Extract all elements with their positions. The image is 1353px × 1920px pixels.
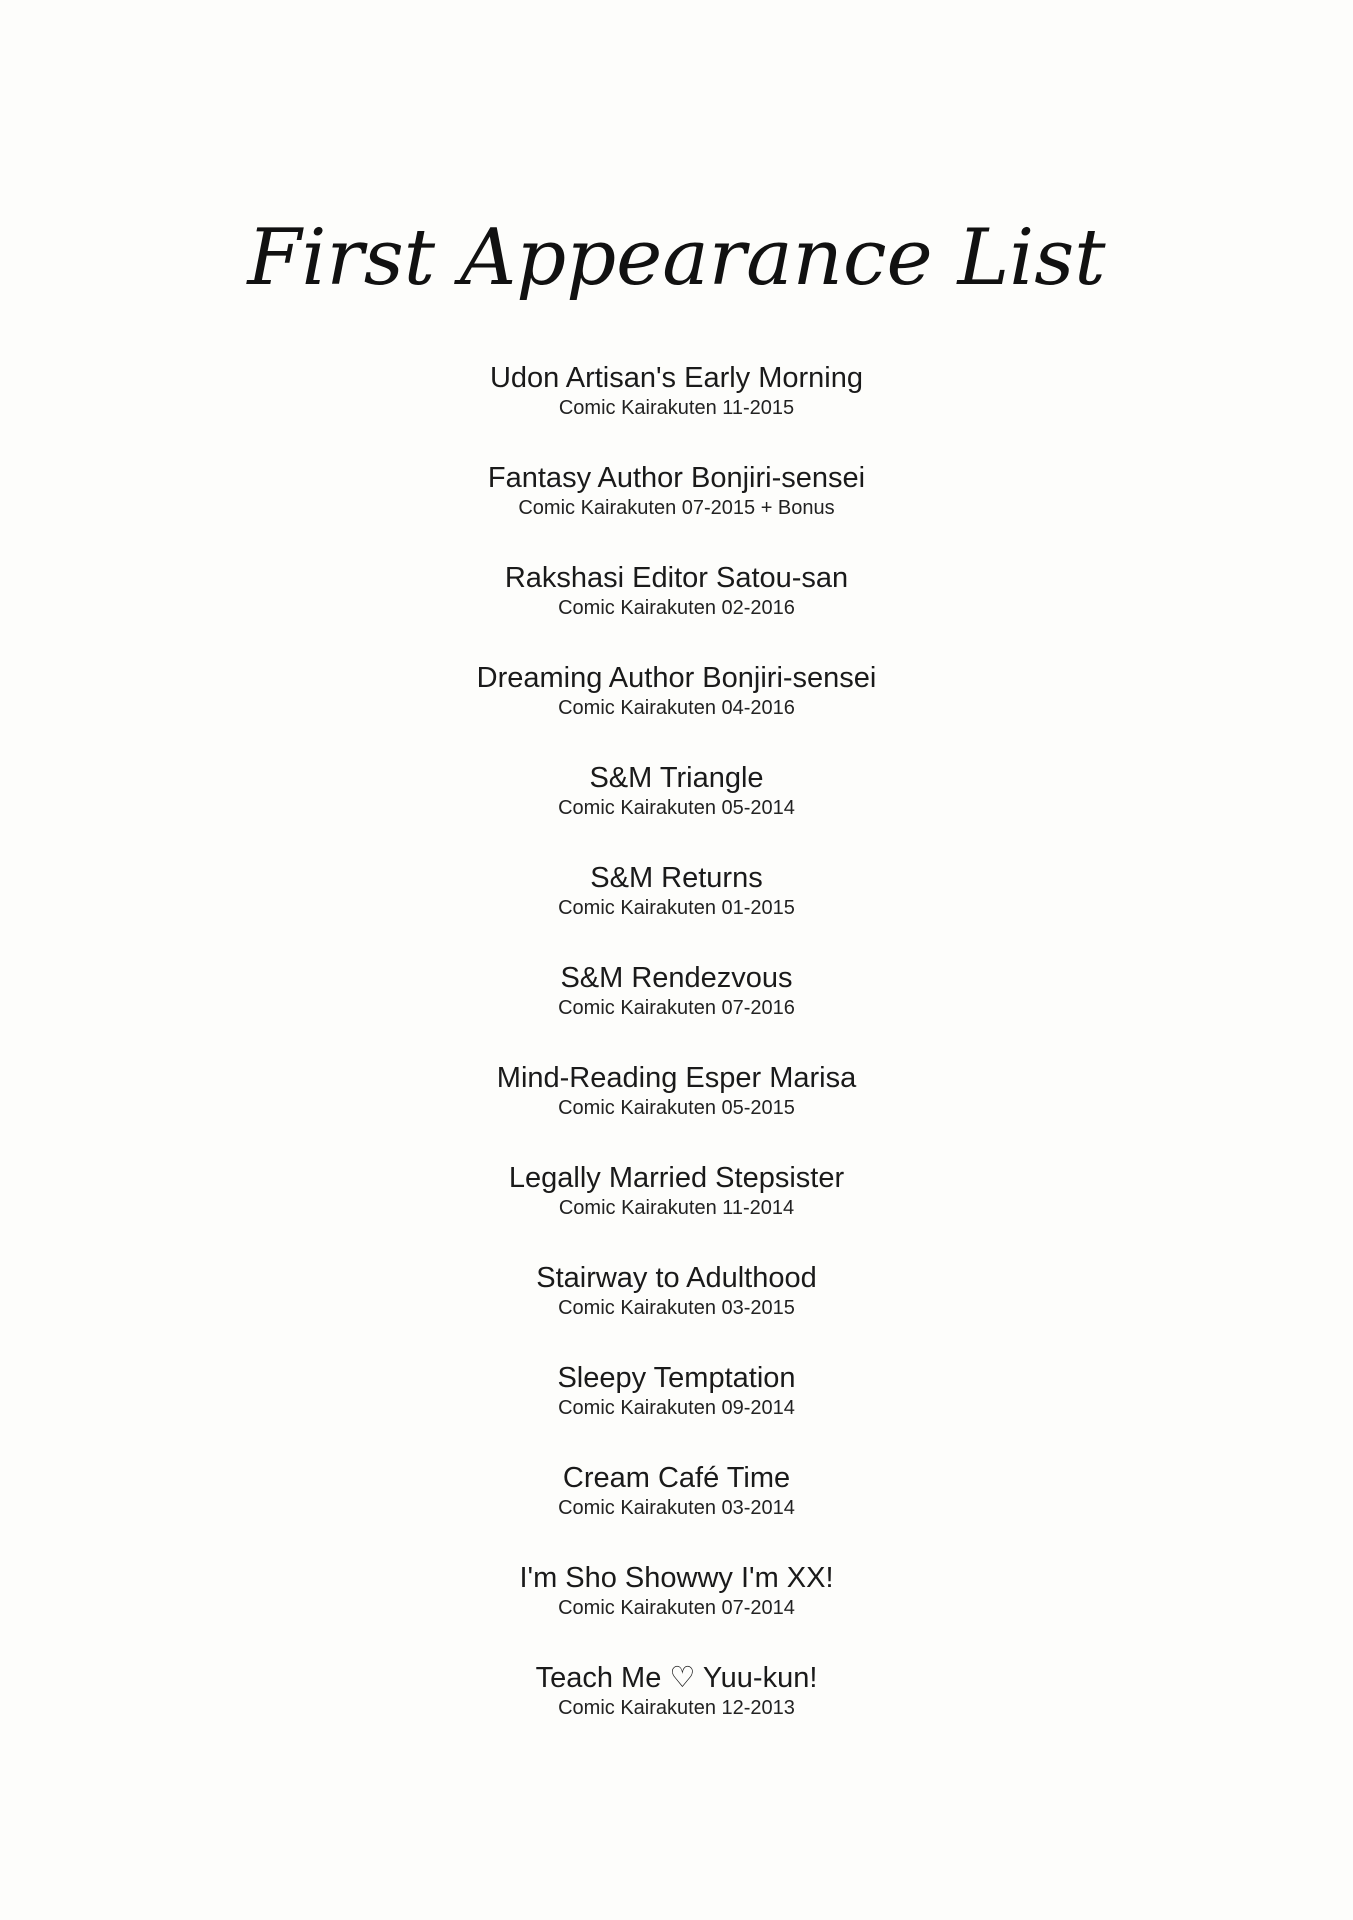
entry-source: Comic Kairakuten 03-2014 — [558, 1497, 795, 1519]
entry-title: Udon Artisan's Early Morning — [489, 362, 864, 394]
entry-source: Comic Kairakuten 01-2015 — [558, 897, 795, 919]
entry-source: Comic Kairakuten 11-2015 — [558, 397, 795, 419]
list-item — [0, 1460, 1353, 1560]
entry-source: Comic Kairakuten 12-2013 — [558, 1697, 795, 1719]
list-item — [0, 1560, 1353, 1660]
entry-title: Dreaming Author Bonjiri-sensei — [476, 662, 877, 694]
entry-source: Comic Kairakuten 05-2015 — [558, 1097, 795, 1119]
entry-source: Comic Kairakuten 07-2014 — [558, 1597, 795, 1619]
entry-source: Comic Kairakuten 09-2014 — [558, 1397, 795, 1419]
entry-title: S&M Triangle — [589, 762, 764, 794]
entry-title: Rakshasi Editor Satou-san — [504, 562, 849, 594]
list-item — [0, 360, 1353, 460]
list-item — [0, 860, 1353, 960]
entry-source: Comic Kairakuten 03-2015 — [558, 1297, 795, 1319]
entry-source: Comic Kairakuten 07-2016 — [558, 997, 795, 1019]
list-item — [0, 1360, 1353, 1460]
entry-source: Comic Kairakuten 11-2014 — [558, 1197, 795, 1219]
entry-source: Comic Kairakuten 07-2015 + Bonus — [518, 497, 835, 519]
entry-source: Comic Kairakuten 05-2014 — [558, 797, 795, 819]
entry-title: S&M Rendezvous — [560, 962, 793, 994]
entry-title: Legally Married Stepsister — [508, 1162, 845, 1194]
entry-source: Comic Kairakuten 02-2016 — [558, 597, 795, 619]
entry-title: Stairway to Adulthood — [536, 1262, 817, 1294]
list-item — [0, 560, 1353, 660]
entry-title: Mind-Reading Esper Marisa — [496, 1062, 857, 1094]
entry-source: Comic Kairakuten 04-2016 — [558, 697, 795, 719]
entry-title: I'm Sho Showwy I'm XX! — [519, 1562, 834, 1594]
list-item — [0, 1260, 1353, 1360]
list-item — [0, 960, 1353, 1060]
page-title: First Appearance List — [247, 213, 1106, 303]
entry-title: Fantasy Author Bonjiri-sensei — [487, 462, 866, 494]
list-item — [0, 760, 1353, 860]
entry-title: S&M Returns — [590, 862, 763, 894]
entry-title: Teach Me ♡ Yuu-kun! — [535, 1662, 818, 1694]
list-item — [0, 1660, 1353, 1760]
list-item — [0, 1160, 1353, 1260]
list-item — [0, 460, 1353, 560]
list-item — [0, 660, 1353, 760]
entry-title: Sleepy Temptation — [557, 1362, 796, 1394]
list-item — [0, 1060, 1353, 1160]
appearance-list — [0, 360, 1353, 1760]
entry-title: Cream Café Time — [562, 1462, 791, 1494]
